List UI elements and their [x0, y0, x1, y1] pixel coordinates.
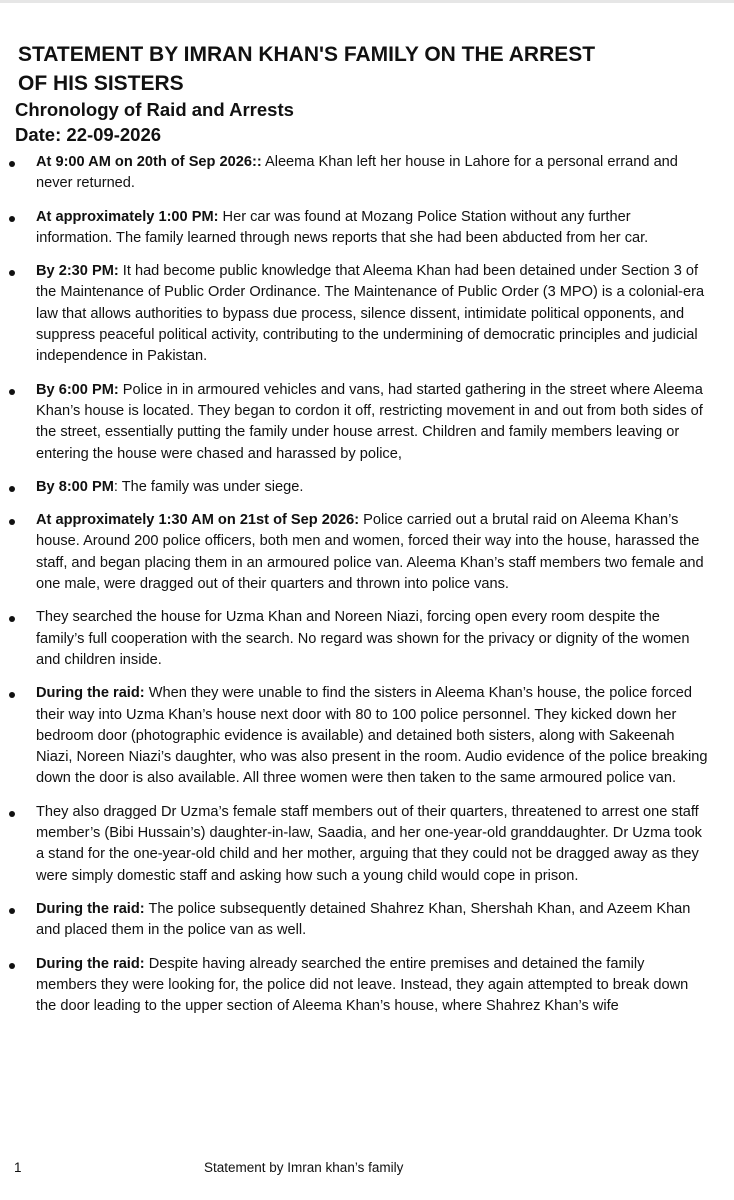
bullet-icon [9, 389, 15, 395]
document-title-line-2: OF HIS SISTERS [18, 72, 184, 95]
bullet-icon [9, 161, 15, 167]
item-lead: At approximately 1:00 PM: [36, 208, 219, 225]
item-text: They also dragged Dr Uzma’s female staff members out of their quarters, threatened to arrest one staff member’s (Bibi Hussain’s) daughter-in-law, Saadia, and her one-year-old granddaughter. Dr Uzma took a stand for the one-year-old child and her mother, arguing that they could not be dragged away as they were simply domestic staff and asking how such a young child would cope in prison. [36, 803, 702, 884]
bullet-icon [9, 811, 15, 817]
bullet-icon [9, 216, 15, 222]
top-edge-line [0, 0, 734, 3]
item-text: Police carried out a brutal raid on Aleema Khan’s house. Around 200 police officers, both men and women, forced their way into the house, harassed the staff, and began placing them in an armoured police van. Aleema Khan’s staff members two female and one male, were dragged out of their quarters and thrown into police vans. [36, 512, 704, 593]
item-lead: By 8:00 PM [36, 478, 114, 495]
chronology-item [0, 899, 734, 942]
chronology-item [0, 380, 734, 465]
bullet-icon [9, 963, 15, 969]
item-text: Her car was found at Mozang Police Station without any further information. The family learned through news reports that she had been abducted from her car. [36, 208, 649, 246]
bullet-icon [9, 270, 15, 276]
chronology-item [0, 683, 734, 789]
chronology-item [0, 607, 734, 671]
item-text: Despite having already searched the entire premises and detained the family members they were looking for, the police did not leave. Instead, they again attempted to break down the door leading to the upper section of Aleema Khan’s house, where Shahrez Khan’s wife [36, 955, 689, 1015]
footer-text: Statement by Imran khan’s family [204, 1160, 404, 1175]
bullet-icon [9, 908, 15, 914]
document-header [14, 40, 714, 147]
chronology-item [0, 152, 734, 195]
document-subtitle: Chronology of Raid and Arrests [15, 99, 294, 120]
item-lead: During the raid: [36, 685, 145, 702]
document-date: Date: 22-09-2026 [15, 124, 162, 145]
chronology-item [0, 954, 734, 1018]
item-text: : The family was under siege. [113, 478, 304, 495]
item-text: Police in in armoured vehicles and vans, had started gathering in the street where Aleema Khan’s house is located. They began to cordon it off, restricting movement in and out from both sides of the street, essentially putting the family under house arrest. Children and family members leaving or entering the house were chased and harassed by police, [36, 381, 703, 462]
item-lead: At approximately 1:30 AM on 21st of Sep 2026: [36, 512, 360, 529]
document-title-line-1: STATEMENT BY IMRAN KHAN'S FAMILY ON THE ARREST [18, 43, 596, 66]
bullet-icon [9, 519, 15, 525]
item-text: The police subsequently detained Shahrez Khan, Shershah Khan, and Azeem Khan and placed them in the police van as well. [36, 900, 691, 939]
page-number: 1 [14, 1160, 22, 1175]
item-lead: By 6:00 PM: [36, 381, 119, 398]
chronology-item [0, 802, 734, 887]
bullet-icon [9, 692, 15, 698]
bullet-icon [9, 616, 15, 622]
item-lead: By 2:30 PM: [36, 263, 119, 280]
item-text: It had become public knowledge that Aleema Khan had been detained under Section 3 of the Maintenance of Public Order Ordinance. The Maintenance of Public Order (3 MPO) is a colonial-era law that allows authorities to bypass due process, silence dissent, intimidate political opponents, and suppress peaceful political activity, contributing to the undermining of democratic principles and judicial independence in Pakistan. [36, 263, 705, 365]
chronology-item [0, 477, 734, 498]
chronology-item [0, 510, 734, 595]
item-text: Aleema Khan left her house in Lahore for a personal errand and never returned. [36, 154, 678, 192]
item-text: They searched the house for Uzma Khan and Noreen Niazi, forcing open every room despite the family’s full cooperation with the search. No regard was shown for the privacy or dignity of the women and children inside. [36, 609, 690, 668]
item-text: When they were unable to find the sisters in Aleema Khan’s house, the police forced their way into Uzma Khan’s house next door with 80 to 100 police personnel. They kicked down her bedroom door (photographic evidence is available) and detained both sisters, along with Sakeenah Niazi, Noreen Niazi’s daughter, who was also present in the room. Audio evidence of the police breaking down the door is also available. All three women were then taken to the same armoured police van. [36, 685, 708, 787]
chronology-item [0, 207, 734, 250]
bullet-icon [9, 486, 15, 492]
item-lead: During the raid: [36, 900, 145, 917]
item-lead: During the raid: [36, 955, 145, 972]
chronology-item [0, 261, 734, 367]
chronology-list [0, 152, 734, 1029]
item-lead: At 9:00 AM on 20th of Sep 2026:: [36, 154, 262, 170]
